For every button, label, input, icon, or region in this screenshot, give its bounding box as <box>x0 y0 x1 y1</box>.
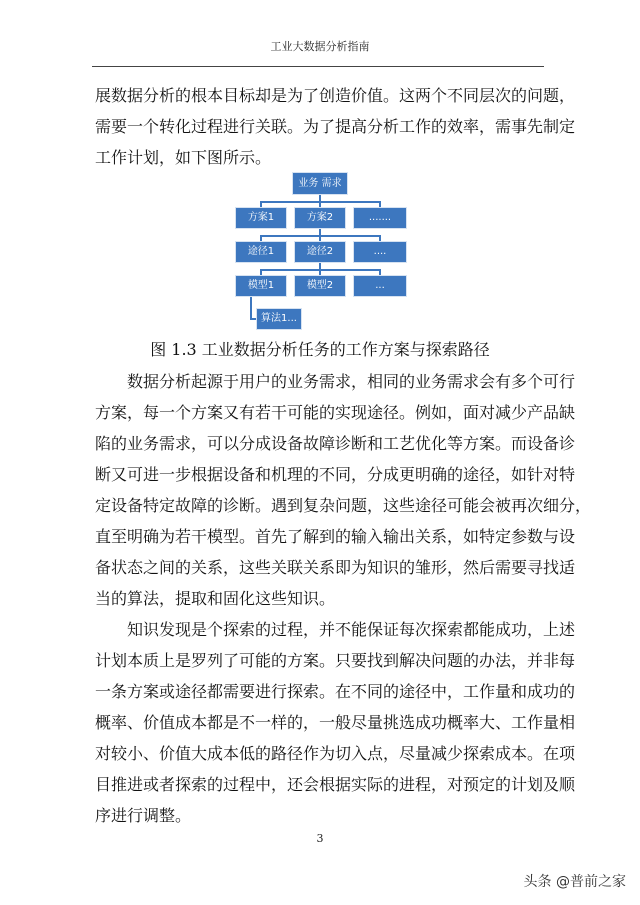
diagram-node-algorithm: 算法1... <box>256 308 302 330</box>
paragraph-3-line: 对较小、价值大成本低的路径作为切入点，尽量减少探索成本。在项 <box>95 744 576 763</box>
paragraph-3-line: 序进行调整。 <box>95 806 192 825</box>
paragraph-1-line: 需要一个转化过程进行关联。为了提高分析工作的效率，需事先制定 <box>95 117 576 136</box>
paragraph-3-line: 一条方案或途径都需要进行探索。在不同的途径中，工作量和成功的 <box>95 682 576 701</box>
paragraph-2-line: 备状态之间的关系，这些关联关系即为知识的雏形，然后需要寻找适 <box>95 558 576 577</box>
paragraph-2-line: 断又可进一步根据设备和机理的不同，分成更明确的途径，如针对特 <box>95 465 576 484</box>
paragraph-2-line: 方案，每一个方案又有若干可能的实现途径。例如，面对减少产品缺 <box>95 403 576 422</box>
running-header-title: 工业大数据分析指南 <box>270 40 370 53</box>
paragraph-3-line: 计划本质上是罗列了可能的方案。只要找到解决问题的办法，并非每 <box>95 651 576 670</box>
paragraph-2-line: 数据分析起源于用户的业务需求，相同的业务需求会有多个可行 <box>127 372 576 391</box>
figure-caption: 图 1.3 工业数据分析任务的工作方案与探索路径 <box>150 340 490 359</box>
diagram-node-root: 业务 需求 <box>292 172 348 195</box>
paragraph-3-line: 知识发现是个探索的过程，并不能保证每次探索都能成功，上述 <box>127 620 576 639</box>
workflow-diagram <box>232 168 408 330</box>
page-number: 3 <box>316 832 324 845</box>
diagram-node-plan: 方案2 <box>294 207 346 229</box>
diagram-node-plan: ....... <box>353 207 407 229</box>
source-watermark: 头条 @普前之家 <box>523 874 626 890</box>
paragraph-3-line: 目推进或者探索的过程中，还会根据实际的进程，对预定的计划及顺 <box>95 775 576 794</box>
diagram-node-path: 途径1 <box>235 241 287 263</box>
paragraph-1-line: 展数据分析的根本目标却是为了创造价值。这两个不同层次的问题， <box>95 86 576 105</box>
diagram-node-model: ... <box>353 275 407 297</box>
connector-root-down <box>319 194 321 201</box>
connector-row4-vertical <box>250 297 252 319</box>
paragraph-2 <box>95 366 592 614</box>
paragraph-2-line: 当的算法，提取和固化这些知识。 <box>95 589 336 608</box>
diagram-node-path: .... <box>353 241 407 263</box>
diagram-node-path: 途径2 <box>294 241 346 263</box>
diagram-node-plan: 方案1 <box>235 207 287 229</box>
paragraph-3 <box>95 614 576 831</box>
paragraph-2-line: 定设备特定故障的诊断。遇到复杂问题，这些途径可能会被再次细分， <box>95 496 592 515</box>
paragraph-2-line: 陷的业务需求，可以分成设备故障诊断和工艺优化等方案。而设备诊 <box>95 434 576 453</box>
paragraph-3-line: 概率、价值成本都是不一样的，一般尽量挑选成功概率大、工作量相 <box>95 713 576 732</box>
diagram-node-model: 模型1 <box>235 275 287 297</box>
paragraph-1 <box>95 80 576 173</box>
paragraph-1-line: 工作计划，如下图所示。 <box>95 148 272 167</box>
paragraph-2-line: 直至明确为若干模型。首先了解到的输入输出关系，如特定参数与设 <box>95 527 576 546</box>
diagram-node-model: 模型2 <box>294 275 346 297</box>
header-rule <box>92 66 544 67</box>
